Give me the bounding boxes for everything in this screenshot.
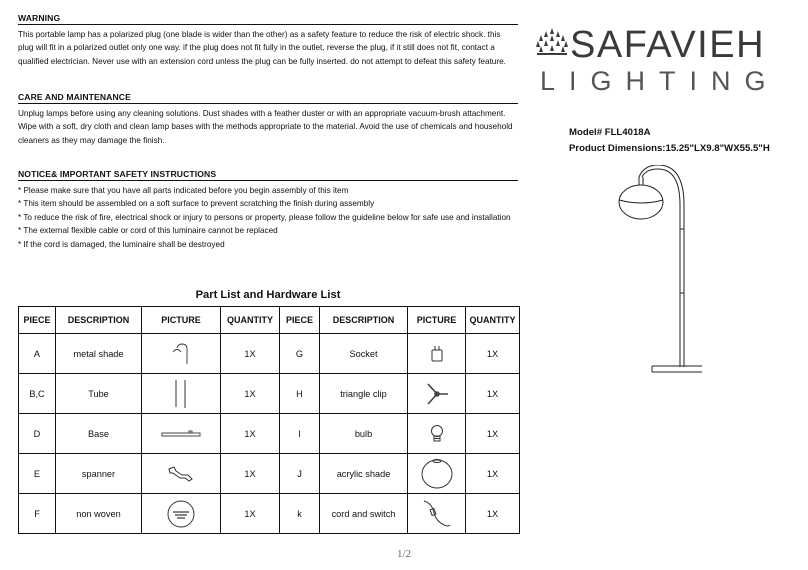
care-section [18,92,518,147]
cord-switch-icon [422,499,452,529]
quantity-cell: 1X [466,414,520,454]
notice-item: * The external flexible cable or cord of this luminaire cannot be replaced [18,226,278,236]
description-cell: bulb [320,414,408,454]
care-title: CARE AND MAINTENANCE [18,92,518,104]
quantity-cell: 1X [466,454,520,494]
description-cell: non woven [56,494,142,534]
product-dimensions: Product Dimensions:15.25"LX9.8"WX55.5"H [569,143,770,154]
piece-cell: G [280,334,320,374]
description-cell: Socket [320,334,408,374]
notice-item: * To reduce the risk of fire, electrical shock or injury to persons or property, please follow the guideline below for safe use and installation [18,212,511,222]
brand-name: SAFAVIEH [570,24,766,66]
notice-item: * If the cord is damaged, the luminaire shall be destroyed [18,239,225,249]
piece-cell: J [280,454,320,494]
spanner-icon [168,466,194,482]
col-header: QUANTITY [221,307,280,334]
col-header: PICTURE [408,307,466,334]
piece-cell: D [19,414,56,454]
metal-shade-icon [169,343,193,365]
piece-cell: H [280,374,320,414]
col-header: PICTURE [142,307,221,334]
col-header: PIECE [19,307,56,334]
quantity-cell: 1X [466,374,520,414]
col-header: DESCRIPTION [56,307,142,334]
chandelier-icon [536,28,568,62]
notice-item: * Please make sure that you have all parts indicated before you begin assembly of this item [18,186,349,195]
socket-icon [430,345,444,363]
table-header-row [19,307,520,334]
acrylic-shade-icon [420,458,454,490]
quantity-cell: 1X [221,494,280,534]
col-header: DESCRIPTION [320,307,408,334]
picture-cell [142,454,221,494]
notice-section [18,169,518,251]
picture-cell [408,454,466,494]
piece-cell: I [280,414,320,454]
warning-section [18,13,518,68]
description-cell: spanner [56,454,142,494]
table-row [19,494,520,534]
description-cell: Base [56,414,142,454]
tube-icon [169,379,193,409]
quantity-cell: 1X [221,454,280,494]
piece-cell: A [19,334,56,374]
brand-sub: LIGHTING [540,66,780,96]
quantity-cell: 1X [221,374,280,414]
table-row [19,414,520,454]
warning-text: This portable lamp has a polarized plug (one blade is wider than the other) as a safety feature to reduce the risk of electric shock. this plug will fit in a polarized outlet only one way. if the plug does not fit fully in the outlet, reverse the plug, if it still does not fit, contact a qualified electrician. Never use with an extension cord unless the plug can be fully inserted. do not attempt to defeat this safety feature. [18,30,506,66]
quantity-cell: 1X [221,334,280,374]
base-icon [161,430,201,438]
care-text: Unplug lamps before using any cleaning solutions. Dust shades with a feather duster or with an appropriate vacuum-brush attachment. Wipe with a soft, dry cloth and clean lamp bases with the methods appropriate to the material. Avoid the use of chemicals and household cleaners as they may damage the finish. [18,109,513,145]
piece-cell: k [280,494,320,534]
picture-cell [142,374,221,414]
warning-title: WARNING [18,13,518,25]
picture-cell [408,334,466,374]
model-number: Model# FLL4018A [569,127,651,138]
product-info [569,125,770,157]
floor-lamp-illustration [612,165,702,375]
parts-table-title: Part List and Hardware List [195,289,341,301]
notice-item: * This item should be assembled on a soft surface to prevent scratching the finish during assembly [18,199,375,209]
description-cell: acrylic shade [320,454,408,494]
brand-logo [536,22,780,102]
non-woven-icon [166,499,196,529]
picture-cell [142,494,221,534]
parts-table [18,306,520,534]
piece-cell: F [19,494,56,534]
bulb-icon [430,424,444,444]
page-number: 1/2 [396,548,412,560]
notice-title: NOTICE& IMPORTANT SAFETY INSTRUCTIONS [18,169,518,181]
table-row [19,374,520,414]
description-cell: triangle clip [320,374,408,414]
picture-cell [142,334,221,374]
quantity-cell: 1X [221,414,280,454]
picture-cell [408,374,466,414]
piece-cell: E [19,454,56,494]
picture-cell [408,414,466,454]
table-row [19,454,520,494]
description-cell: metal shade [56,334,142,374]
col-header: PIECE [280,307,320,334]
col-header: QUANTITY [466,307,520,334]
picture-cell [142,414,221,454]
description-cell: Tube [56,374,142,414]
description-cell: cord and switch [320,494,408,534]
quantity-cell: 1X [466,494,520,534]
piece-cell: B,C [19,374,56,414]
picture-cell [408,494,466,534]
triangle-clip-icon [424,381,450,407]
quantity-cell: 1X [466,334,520,374]
table-row [19,334,520,374]
